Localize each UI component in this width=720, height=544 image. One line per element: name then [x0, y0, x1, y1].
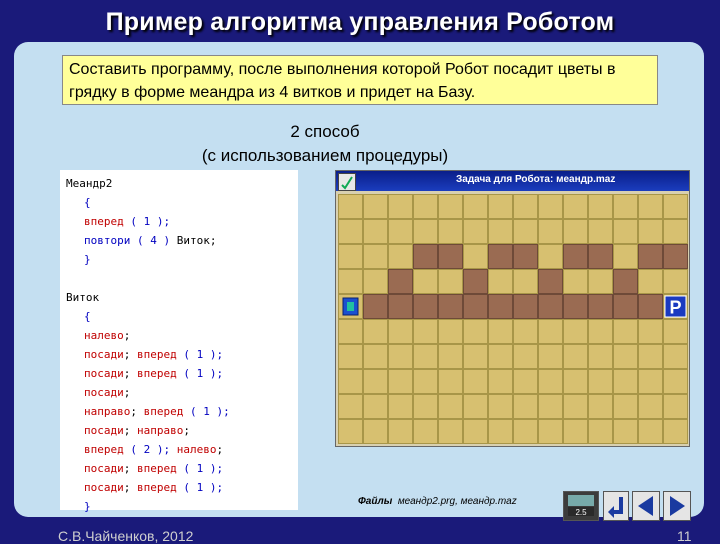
return-arrow-icon: [604, 492, 628, 520]
field-cell: [339, 245, 363, 269]
planted-cell: [664, 245, 688, 269]
planted-cell: [389, 270, 413, 294]
code-token: ( 1 );: [176, 367, 224, 380]
code-token: ;: [123, 481, 137, 494]
field-cell: [664, 395, 688, 419]
author-footer: С.В.Чайченков, 2012: [58, 528, 194, 544]
code-token: посади: [84, 367, 124, 380]
field-cell: [589, 195, 613, 219]
code-token: вперед: [143, 405, 184, 418]
field-cell: [464, 370, 488, 394]
code-token: вперед: [137, 367, 177, 380]
field-cell: [539, 420, 563, 444]
field-cell: [664, 345, 688, 369]
planted-cell: [539, 270, 563, 294]
field-cell: [639, 345, 663, 369]
method-heading: [100, 120, 550, 168]
code-line: [66, 440, 292, 459]
field-cell: [639, 370, 663, 394]
planted-cell: [589, 245, 613, 269]
field-cell: [614, 420, 638, 444]
field-cell: [439, 420, 463, 444]
field-cell: [589, 370, 613, 394]
field-cell: [514, 220, 538, 244]
field-cell: [514, 320, 538, 344]
field-cell: [439, 270, 463, 294]
field-cell: [489, 320, 513, 344]
code-token: ;: [123, 348, 137, 361]
field-cell: [664, 420, 688, 444]
field-cell: [639, 395, 663, 419]
field-cell: [614, 220, 638, 244]
field-cell: [364, 320, 388, 344]
field-cell: [364, 270, 388, 294]
robot-field-grid: [338, 194, 688, 444]
code-line: [66, 345, 292, 364]
code-line: [66, 307, 292, 326]
field-cell: [489, 270, 513, 294]
code-token: вперед: [137, 462, 177, 475]
code-token: посади: [84, 481, 124, 494]
logo-version: 2.5: [575, 508, 587, 517]
code-line: [66, 250, 292, 269]
planted-cell: [564, 295, 588, 319]
code-token: направо: [137, 424, 184, 437]
field-cell: [589, 395, 613, 419]
planted-cell: [489, 295, 513, 319]
method-line-1: 2 способ: [290, 122, 360, 141]
field-cell: [489, 420, 513, 444]
code-token: Виток: [66, 291, 100, 304]
field-cell: [514, 420, 538, 444]
code-token: ;: [130, 405, 144, 418]
field-cell: [464, 395, 488, 419]
files-value: меандр2.prg, меандр.maz: [397, 496, 517, 507]
planted-cell: [639, 245, 663, 269]
planted-cell: [564, 245, 588, 269]
field-cell: [589, 320, 613, 344]
field-cell: [564, 270, 588, 294]
field-cell: [664, 370, 688, 394]
field-cell: [489, 195, 513, 219]
field-cell: [514, 195, 538, 219]
field-cell: [364, 420, 388, 444]
code-token: вперед: [84, 443, 124, 456]
code-token: направо: [84, 405, 131, 418]
code-line: [66, 269, 292, 288]
planted-cell: [439, 245, 463, 269]
logo-button[interactable]: [563, 491, 599, 521]
field-cell: [614, 245, 638, 269]
code-token: {: [84, 196, 91, 209]
planted-cell: [414, 245, 438, 269]
code-token: вперед: [84, 215, 124, 228]
field-cell: [639, 320, 663, 344]
code-token: ( 1 );: [176, 348, 224, 361]
field-cell: [664, 320, 688, 344]
field-cell: [464, 320, 488, 344]
field-cell: [364, 345, 388, 369]
field-cell: [414, 320, 438, 344]
field-cell: [439, 320, 463, 344]
code-line: [66, 497, 292, 516]
code-token: ( 1 );: [176, 481, 224, 494]
code-token: посади: [84, 386, 124, 399]
field-cell: [414, 195, 438, 219]
planted-cell: [614, 295, 638, 319]
field-cell: [389, 370, 413, 394]
code-line: [66, 288, 292, 307]
field-cell: [364, 195, 388, 219]
field-cell: [639, 420, 663, 444]
field-cell: [589, 270, 613, 294]
code-token: повтори ( 4 ): [84, 234, 171, 247]
code-line: [66, 383, 292, 402]
field-cell: [539, 395, 563, 419]
code-token: ;: [123, 462, 137, 475]
field-cell: [439, 370, 463, 394]
code-token: ;: [123, 367, 137, 380]
field-cell: [464, 220, 488, 244]
field-cell: [514, 370, 538, 394]
field-cell: [439, 220, 463, 244]
planted-cell: [414, 295, 438, 319]
files-caption: [358, 496, 517, 507]
code-line: [66, 478, 292, 497]
field-cell: [389, 220, 413, 244]
code-token: посади: [84, 348, 124, 361]
field-cell: [414, 370, 438, 394]
planted-cell: [539, 295, 563, 319]
code-token: налево: [176, 443, 217, 456]
code-token: Меандр2: [66, 177, 113, 190]
code-line: [66, 421, 292, 440]
field-cell: [589, 345, 613, 369]
field-cell: [364, 395, 388, 419]
field-cell: [614, 320, 638, 344]
field-cell: [539, 220, 563, 244]
field-cell: [364, 245, 388, 269]
code-line: [66, 193, 292, 212]
window-titlebar[interactable]: [336, 171, 689, 191]
field-cell: [339, 345, 363, 369]
field-cell: [389, 345, 413, 369]
triangle-right-icon: [664, 492, 690, 520]
field-cell: [589, 220, 613, 244]
field-cell: [489, 220, 513, 244]
field-cell: [339, 270, 363, 294]
code-token: ;: [123, 329, 131, 342]
code-line: [66, 364, 292, 383]
planted-cell: [589, 295, 613, 319]
field-cell: [339, 220, 363, 244]
method-line-2: (с использованием процедуры): [201, 146, 449, 165]
planted-cell: [464, 295, 488, 319]
field-cell: [539, 195, 563, 219]
field-cell: [564, 370, 588, 394]
field-cell: [464, 345, 488, 369]
window-title: Задача для Робота: меандр.maz: [456, 174, 616, 185]
field-cell: [464, 245, 488, 269]
code-token: вперед: [137, 348, 177, 361]
field-cell: [464, 420, 488, 444]
field-cell: [539, 320, 563, 344]
field-cell: [489, 370, 513, 394]
field-cell: [364, 220, 388, 244]
field-cell: [664, 195, 688, 219]
planted-cell: [439, 295, 463, 319]
field-cell: [464, 195, 488, 219]
page-number: 11: [677, 528, 692, 544]
field-cell: [514, 345, 538, 369]
field-cell: [639, 270, 663, 294]
field-cell: [489, 345, 513, 369]
planted-cell: [639, 295, 663, 319]
field-cell: [564, 220, 588, 244]
field-cell: [539, 245, 563, 269]
field-cell: [639, 195, 663, 219]
robot-screen: [347, 302, 354, 311]
planted-cell: [464, 270, 488, 294]
field-cell: [414, 395, 438, 419]
slide-title: Пример алгоритма управления Роботом: [105, 8, 615, 36]
field-cell: [664, 270, 688, 294]
code-token: {: [84, 310, 91, 323]
code-token: }: [84, 253, 91, 266]
prev-button[interactable]: [632, 491, 660, 521]
code-token: ( 1 );: [183, 405, 230, 418]
field-cell: [389, 195, 413, 219]
field-cell: [364, 370, 388, 394]
field-cell: [414, 220, 438, 244]
field-cell: [614, 395, 638, 419]
code-token: Виток;: [170, 234, 217, 247]
code-line: [66, 459, 292, 478]
base-label: P: [669, 297, 682, 318]
field-cell: [414, 420, 438, 444]
planted-cell: [514, 245, 538, 269]
field-cell: [589, 420, 613, 444]
code-line: [66, 231, 292, 250]
field-cell: [389, 320, 413, 344]
field-cell: [339, 195, 363, 219]
field-cell: [614, 370, 638, 394]
field-cell: [339, 395, 363, 419]
field-cell: [564, 345, 588, 369]
code-token: ;: [123, 424, 137, 437]
field-cell: [414, 270, 438, 294]
code-token: посади: [84, 424, 124, 437]
field-cell: [614, 345, 638, 369]
code-line: [66, 212, 292, 231]
code-listing: [60, 170, 298, 513]
code-token: посади: [84, 462, 124, 475]
field-cell: [439, 345, 463, 369]
planted-cell: [614, 270, 638, 294]
field-cell: [514, 270, 538, 294]
code-token: вперед: [137, 481, 177, 494]
window-icon: [338, 173, 356, 191]
field-cell: [414, 345, 438, 369]
code-token: ;: [123, 386, 131, 399]
robot-window[interactable]: [335, 170, 690, 447]
field-cell: [539, 345, 563, 369]
field-cell: [539, 370, 563, 394]
files-label: Файлы: [358, 496, 393, 507]
field-cell: [564, 320, 588, 344]
robot-logo-icon: [564, 492, 598, 520]
field-cell: [564, 195, 588, 219]
code-line: [66, 326, 292, 345]
field-cell: [339, 420, 363, 444]
task-description: Составить программу, после выполнения которой Робот посадит цветы в грядку в форме меандра из 4 витков и придет на Базу.: [62, 55, 658, 105]
code-token: ;: [183, 424, 190, 437]
planted-cell: [514, 295, 538, 319]
field-cell: [664, 220, 688, 244]
code-line: [66, 174, 292, 193]
field-cell: [489, 395, 513, 419]
code-token: }: [84, 500, 91, 513]
code-token: налево: [84, 329, 124, 342]
field-cell: [564, 395, 588, 419]
field-cell: [564, 420, 588, 444]
planted-cell: [489, 245, 513, 269]
field-cell: [389, 245, 413, 269]
field-cell: [389, 395, 413, 419]
code-token: ( 1 );: [176, 462, 224, 475]
field-cell: [639, 220, 663, 244]
field-cell: [614, 195, 638, 219]
field-cell: [339, 320, 363, 344]
field-cell: [439, 395, 463, 419]
planted-cell: [389, 295, 413, 319]
code-token: ( 1 );: [123, 215, 171, 228]
field-cell: [389, 420, 413, 444]
triangle-left-icon: [633, 492, 659, 520]
code-token: ;: [216, 443, 224, 456]
field-cell: [514, 395, 538, 419]
next-button[interactable]: [663, 491, 691, 521]
field-cell: [439, 195, 463, 219]
field-cell: [339, 370, 363, 394]
planted-cell: [364, 295, 388, 319]
home-button[interactable]: [603, 491, 629, 521]
code-token: ( 2 );: [123, 443, 177, 456]
code-line: [66, 402, 292, 421]
